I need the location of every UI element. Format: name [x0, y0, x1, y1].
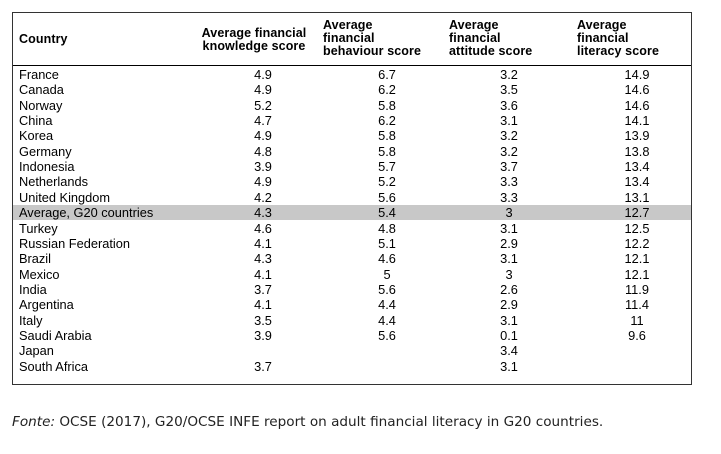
table-row — [13, 236, 691, 251]
cell-knowledge: 4.9 — [254, 67, 272, 82]
cell-literacy: 12.1 — [624, 266, 650, 282]
cell-knowledge: 5.2 — [254, 97, 272, 113]
cell-literacy: 12.2 — [624, 235, 650, 251]
cell-behaviour: 4.6 — [378, 251, 396, 267]
cell-behaviour: 5 — [383, 266, 391, 282]
table-row — [13, 221, 691, 236]
cell-knowledge: 4.6 — [254, 220, 272, 236]
table-row — [13, 313, 691, 328]
table-row — [13, 190, 691, 205]
cell-knowledge: 4.9 — [254, 128, 272, 144]
cell-attitude: 3.1 — [500, 358, 518, 374]
header-literacy — [577, 19, 659, 58]
cell-attitude: 3.1 — [500, 113, 518, 129]
cell-attitude: 3.2 — [500, 67, 518, 82]
cell-attitude: 3.5 — [500, 82, 518, 98]
cell-behaviour: 6.2 — [378, 82, 396, 98]
header-line: financial — [323, 31, 375, 45]
cell-country: France — [19, 67, 59, 82]
cell-attitude: 3.3 — [500, 174, 518, 190]
cell-attitude: 3.1 — [500, 220, 518, 236]
cell-behaviour: 5.6 — [378, 189, 396, 205]
cell-country: China — [19, 113, 53, 129]
cell-literacy: 14.9 — [624, 67, 650, 82]
cell-literacy: 13.4 — [624, 159, 650, 175]
cell-literacy: 14.6 — [624, 97, 650, 113]
cell-country: Russian Federation — [19, 235, 130, 251]
cell-country: South Africa — [19, 358, 89, 374]
cell-literacy: 11.4 — [625, 297, 649, 313]
cell-literacy: 13.9 — [624, 128, 650, 144]
table-row — [13, 67, 691, 82]
table-row — [13, 251, 691, 266]
cell-attitude: 3.1 — [500, 251, 518, 267]
header-line: Average financial — [201, 26, 307, 40]
cell-country: Norway — [19, 97, 63, 113]
cell-attitude: 0.1 — [500, 327, 518, 343]
cell-attitude: 3.1 — [500, 312, 518, 328]
table-row — [13, 174, 691, 189]
cell-knowledge: 4.3 — [254, 205, 272, 221]
cell-behaviour: 5.6 — [378, 327, 396, 343]
cell-attitude: 3.7 — [500, 159, 518, 175]
table-row — [13, 98, 691, 113]
cell-knowledge: 4.2 — [254, 189, 272, 205]
cell-country: Canada — [19, 82, 64, 98]
header-line: Average — [577, 18, 627, 32]
cell-knowledge: 4.9 — [254, 82, 272, 98]
cell-country: Turkey — [19, 220, 58, 236]
header-line: attitude score — [449, 44, 533, 58]
cell-knowledge: 3.9 — [254, 327, 272, 343]
cell-behaviour: 4.4 — [378, 312, 396, 328]
header-behaviour — [323, 19, 421, 58]
cell-country: India — [19, 281, 47, 297]
cell-knowledge: 3.7 — [254, 358, 272, 374]
cell-literacy: 14.6 — [624, 82, 650, 98]
header-country — [19, 33, 68, 46]
table-row — [13, 359, 691, 374]
header-attitude — [449, 19, 532, 58]
source-note — [12, 414, 603, 430]
cell-country: Netherlands — [19, 174, 89, 190]
header-line: financial — [449, 31, 501, 45]
cell-attitude: 3.2 — [500, 143, 518, 159]
cell-country: Korea — [19, 128, 54, 144]
table-row — [13, 343, 691, 358]
cell-country: Argentina — [19, 297, 74, 313]
cell-literacy: 11 — [630, 312, 644, 328]
cell-literacy: 11.9 — [625, 281, 649, 297]
cell-knowledge: 4.9 — [254, 174, 272, 190]
cell-behaviour: 5.6 — [378, 281, 396, 297]
cell-attitude: 3.3 — [500, 189, 518, 205]
cell-behaviour: 5.4 — [378, 205, 396, 221]
cell-country: Japan — [19, 343, 54, 359]
cell-knowledge: 3.9 — [254, 159, 272, 175]
table-row — [13, 159, 691, 174]
source-text: OCSE (2017), G20/OCSE INFE report on adult financial literacy in G20 countries. — [55, 414, 604, 430]
cell-knowledge: 3.5 — [254, 312, 272, 328]
cell-country: Italy — [19, 312, 43, 328]
cell-attitude: 2.9 — [500, 297, 518, 313]
header-line: financial — [577, 31, 629, 45]
cell-knowledge: 4.1 — [254, 235, 272, 251]
cell-knowledge: 4.7 — [254, 113, 272, 129]
cell-behaviour: 6.7 — [378, 67, 396, 82]
table-row — [13, 267, 691, 282]
financial-literacy-table — [12, 12, 692, 385]
table-row — [13, 282, 691, 297]
cell-country: United Kingdom — [19, 189, 111, 205]
cell-literacy: 14.1 — [624, 113, 650, 129]
cell-attitude: 3 — [505, 205, 513, 221]
cell-behaviour: 5.1 — [378, 235, 396, 251]
cell-behaviour: 5.8 — [378, 143, 396, 159]
cell-attitude: 2.9 — [500, 235, 518, 251]
cell-country: Indonesia — [19, 159, 75, 175]
cell-knowledge: 4.8 — [254, 143, 272, 159]
cell-behaviour: 6.2 — [378, 113, 396, 129]
header-line: behaviour score — [323, 44, 422, 58]
table-row — [13, 297, 691, 312]
cell-country: Brazil — [19, 251, 51, 267]
table-row — [13, 144, 691, 159]
header-line: Country — [19, 32, 68, 46]
cell-attitude: 3.6 — [500, 97, 518, 113]
table-row-average — [13, 205, 691, 220]
cell-literacy: 9.6 — [628, 327, 646, 343]
table-row — [13, 128, 691, 143]
header-line: knowledge score — [202, 39, 306, 53]
cell-behaviour: 4.4 — [378, 297, 396, 313]
cell-attitude: 3.4 — [500, 343, 518, 359]
cell-knowledge: 3.7 — [254, 281, 272, 297]
cell-country: Average, G20 countries — [19, 205, 154, 221]
cell-literacy: 12.1 — [624, 251, 650, 267]
header-divider — [13, 65, 691, 66]
source-label: Fonte: — [12, 414, 56, 430]
header-line: literacy score — [577, 44, 660, 58]
cell-literacy: 13.1 — [624, 189, 650, 205]
table-row — [13, 82, 691, 97]
cell-country: Germany — [19, 143, 72, 159]
cell-behaviour: 5.8 — [378, 128, 396, 144]
cell-attitude: 3 — [505, 266, 513, 282]
cell-attitude: 3.2 — [500, 128, 518, 144]
cell-behaviour: 4.8 — [378, 220, 396, 236]
cell-behaviour: 5.7 — [378, 159, 396, 175]
cell-literacy: 12.5 — [624, 220, 650, 236]
header-line: Average — [323, 18, 373, 32]
cell-behaviour: 5.2 — [378, 174, 396, 190]
header-knowledge — [189, 27, 319, 53]
header-line: Average — [449, 18, 499, 32]
cell-knowledge: 4.3 — [254, 251, 272, 267]
cell-knowledge: 4.1 — [254, 297, 272, 313]
table-row — [13, 328, 691, 343]
cell-behaviour: 5.8 — [378, 97, 396, 113]
cell-country: Mexico — [19, 266, 60, 282]
cell-literacy: 13.8 — [624, 143, 650, 159]
cell-literacy: 12.7 — [624, 205, 650, 221]
cell-attitude: 2.6 — [500, 281, 518, 297]
cell-literacy: 13.4 — [624, 174, 650, 190]
cell-knowledge: 4.1 — [254, 266, 272, 282]
table-row — [13, 113, 691, 128]
cell-country: Saudi Arabia — [19, 327, 92, 343]
